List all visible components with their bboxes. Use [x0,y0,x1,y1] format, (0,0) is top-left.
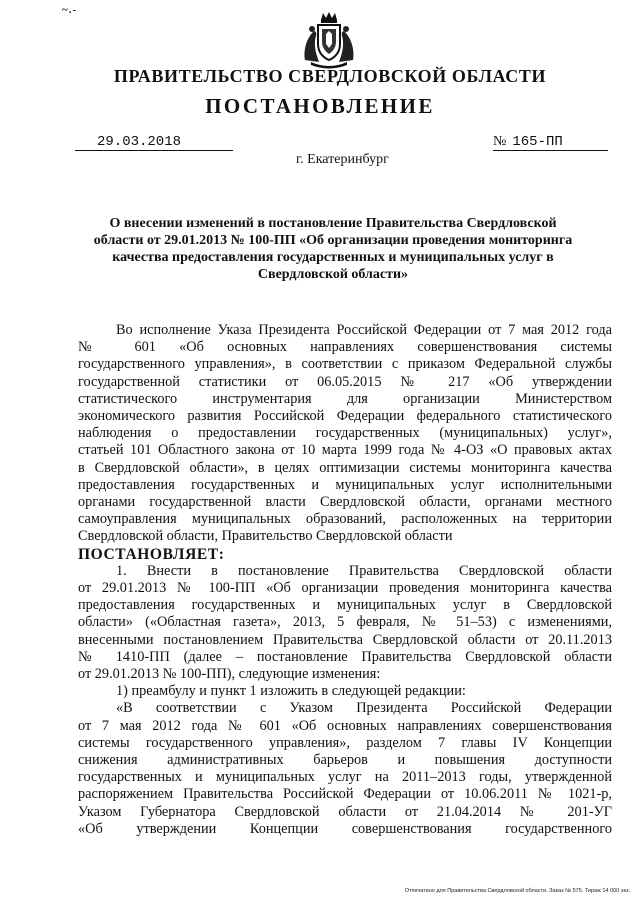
text-line: Во исполнение Указа Президента Российской Федерации от 7 мая 2012 года [116,322,612,338]
text-line: предоставления государственных и муниципальных услуг исполнительными [78,476,612,493]
postanovlyaet-heading: ПОСТАНОВЛЯЕТ: [78,545,225,563]
text-line: от 7 мая 2012 года № 601 «Об основных направлениях совершенствования [78,717,612,734]
document-body [78,322,612,838]
document-type: ПОСТАНОВЛЕНИЕ [205,94,435,118]
intro-paragraph [78,322,612,546]
coat-of-arms-icon [299,10,359,70]
government-name: ПРАВИТЕЛЬСТВО СВЕРДЛОВСКОЙ ОБЛАСТИ [113,66,547,86]
number-prefix: № [493,134,507,149]
text-line: «Об утверждении Концепции совершенствования государственного [78,820,612,837]
document-title: О внесении изменений в постановление Правительства Свердловской области от 29.01.2013 № 100-ПП «Об организации проведения мониторинга качества предоставления государственных и муниципальных услуг в Свердловской области» [93,216,573,282]
text-line: № 601 «Об основных направлениях совершенствования системы [78,339,612,356]
text-line: Указом Губернатора Свердловской области от 21.04.2014 № 201-УГ [78,803,612,820]
scan-mark: ~.- [62,4,78,16]
quote-paragraph [78,700,612,838]
text-line: системы государственного управления», разделом 7 главы IV Концепции [78,734,612,751]
item-1-1-line: 1) преамбулу и пункт 1 изложить в следующей редакции: [116,683,466,700]
document-date: 29.03.2018 [75,134,233,151]
text-line: государственного управления», в соответствии с приказом Федеральной службы [78,356,612,373]
text-line: государственной статистики от 06.05.2015 № 217 «Об утверждении [78,373,612,390]
text-line: 1. Внести в постановление Правительства Свердловской области [116,562,612,579]
text-line: самоуправления муниципальных образований, расположенных на территории [78,511,612,528]
print-footer: Отпечатано для Правительства Свердловской области. Заказ № 575. Тираж 14 000 экз. [404,888,630,894]
item-1-paragraph [78,563,612,683]
text-line: государственных и муниципальных услуг на 2011–2013 годы, утвержденной [78,769,612,786]
text-line: от 29.01.2013 № 100-ПП), следующие изменения: [78,666,381,683]
text-line: от 29.01.2013 № 100-ПП «Об организации проведения мониторинга качества [78,580,612,597]
text-line: Свердловской области, Правительство Свердловской области [78,528,453,545]
number-value: 165-ПП [512,134,563,150]
document-number [493,134,608,151]
text-line: в Свердловской области», в целях оптимизации системы мониторинга качества [78,459,612,476]
text-line: № 1410-ПП (далее – постановление Правительства Свердловской области [78,648,612,665]
text-line: области» («Областная газета», 2013, 5 февраля, № 51–53) с изменениями, [78,614,612,631]
text-line: органами государственной власти Свердловской области, органами местного [78,494,612,511]
text-line: распоряжением Правительства Российской Федерации от 10.06.2011 № 1021-р, [78,786,612,803]
text-line: предоставления государственных и муниципальных услуг в Свердловской [78,597,612,614]
text-line: наблюдения о предоставлении государственных (муниципальных) услуг», [78,425,612,442]
text-line: внесенными постановлением Правительства Свердловской области от 20.11.2013 [78,631,612,648]
text-line: статьей 101 Областного закона от 10 марта 1999 года № 4-ОЗ «О правовых актах [78,442,612,459]
document-city: г. Екатеринбург [296,152,389,167]
text-line: «В соответствии с Указом Президента Российской Федерации [116,700,612,717]
text-line: снижения административных барьеров и повышения доступности [78,752,612,769]
text-line: экономического развития Российской Федерации федерального статистического [78,408,612,425]
text-line: статистического инструментария для организации Министерством [78,390,612,407]
